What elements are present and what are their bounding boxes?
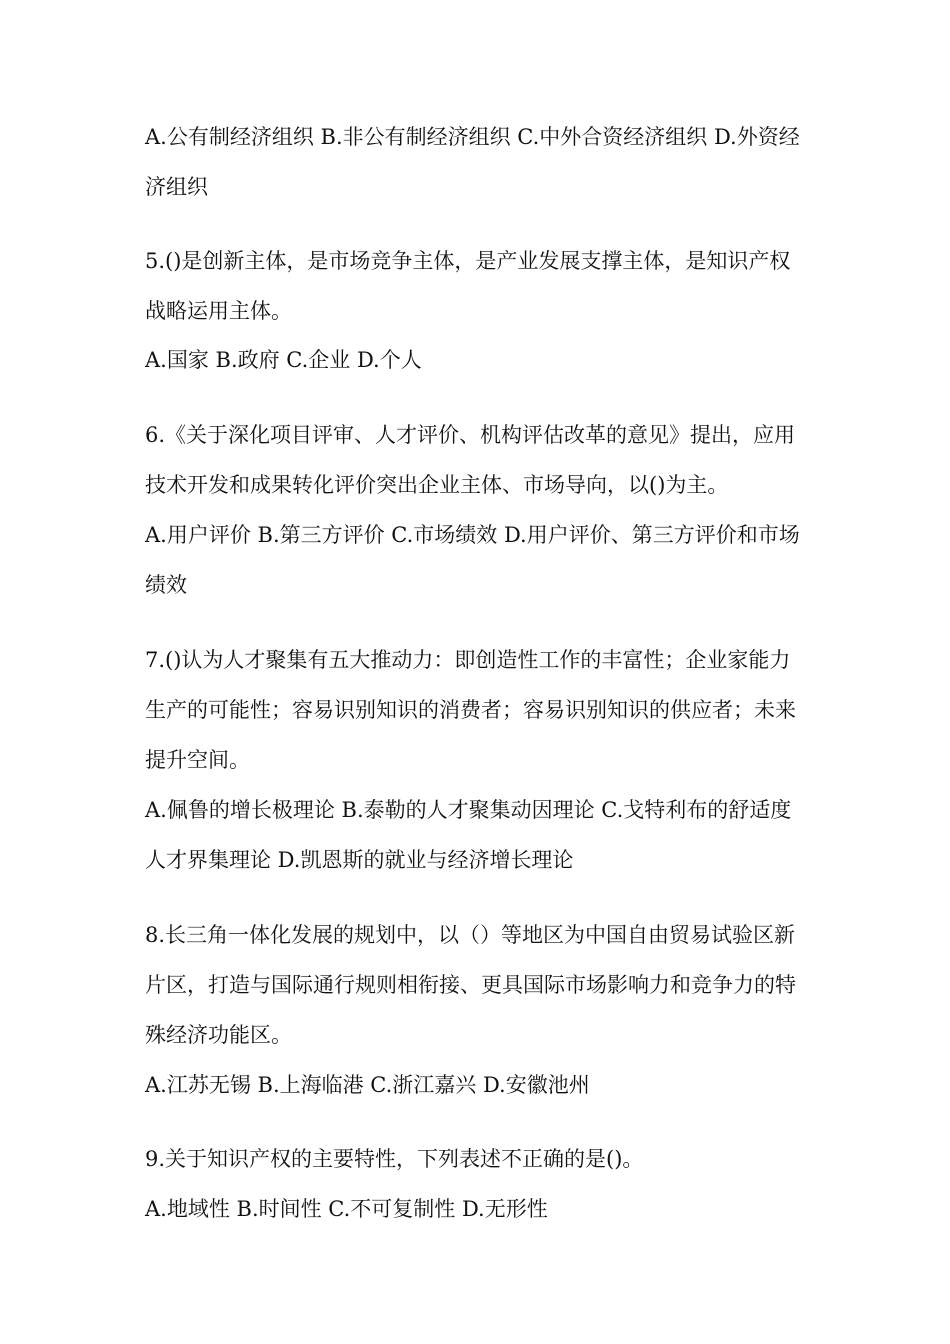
q7-options-line-1: A.佩鲁的增长极理论 B.泰勒的人才聚集动因理论 C.戈特利布的舒适度 [145, 798, 792, 822]
q9-options: A.地域性 B.时间性 C.不可复制性 D.无形性 [145, 1197, 548, 1221]
q5-options: A.国家 B.政府 C.企业 D.个人 [145, 348, 422, 372]
q7-question-line-1: 7.()认为人才聚集有五大推动力：即创造性工作的丰富性；企业家能力 [145, 648, 791, 672]
q5-question-line-1: 5.()是创新主体，是市场竞争主体，是产业发展支撑主体，是知识产权 [145, 249, 791, 273]
q7-options-line-2: 人才界集理论 D.凯恩斯的就业与经济增长理论 [145, 848, 574, 872]
q8-options: A.江苏无锡 B.上海临港 C.浙江嘉兴 D.安徽池州 [145, 1073, 590, 1097]
q7-question-line-2: 生产的可能性；容易识别知识的消费者；容易识别知识的供应者；未来 [145, 698, 796, 722]
q4-options-line-1: A.公有制经济组织 B.非公有制经济组织 C.中外合资经济组织 D.外资经 [145, 125, 800, 149]
q8-question-line-1: 8.长三角一体化发展的规划中，以（）等地区为中国自由贸易试验区新 [145, 923, 796, 947]
q8-question-line-3: 殊经济功能区。 [145, 1023, 292, 1047]
q8-question-line-2: 片区，打造与国际通行规则相衔接、更具国际市场影响力和竞争力的特 [145, 973, 796, 997]
q6-question-line-2: 技术开发和成果转化评价突出企业主体、市场导向，以()为主。 [145, 473, 729, 497]
q5-question-line-2: 战略运用主体。 [145, 299, 292, 323]
q6-options-line-2: 绩效 [145, 573, 187, 597]
q6-options-line-1: A.用户评价 B.第三方评价 C.市场绩效 D.用户评价、第三方评价和市场 [145, 523, 800, 547]
q6-question-line-1: 6.《关于深化项目评审、人才评价、机构评估改革的意见》提出，应用 [145, 423, 796, 447]
q9-question: 9.关于知识产权的主要特性，下列表述不正确的是()。 [145, 1147, 644, 1171]
q4-options-line-2: 济组织 [145, 175, 208, 199]
q7-question-line-3: 提升空间。 [145, 748, 250, 772]
